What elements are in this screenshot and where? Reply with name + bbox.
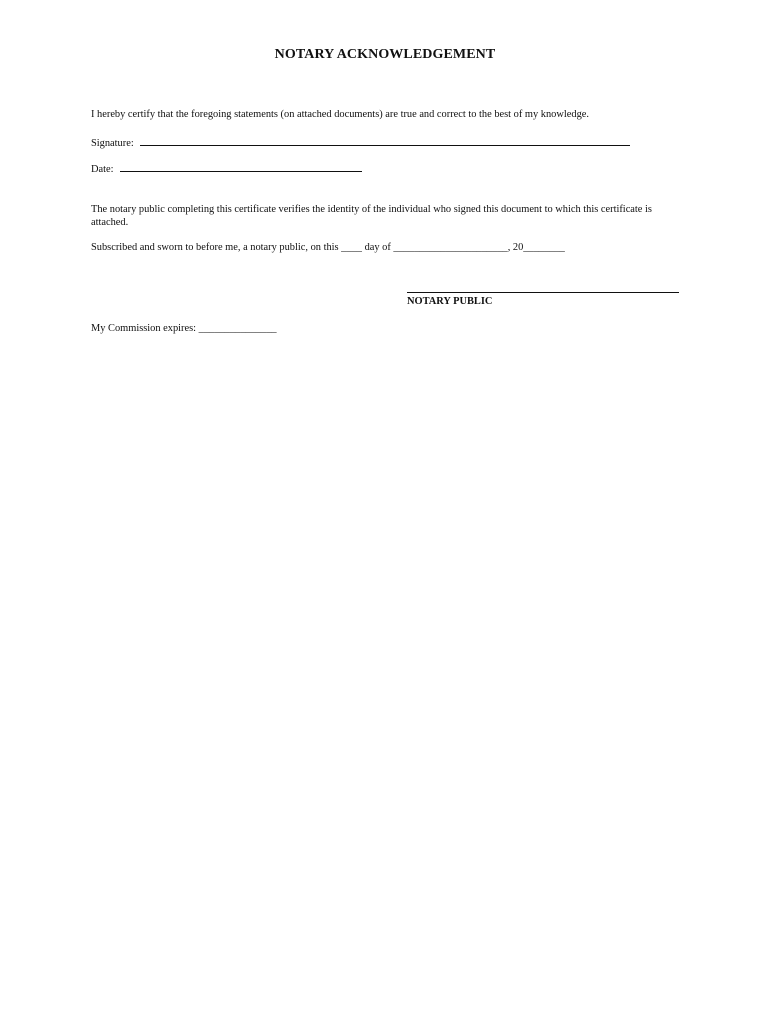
notary-signature-line[interactable] xyxy=(407,292,679,293)
commission-expires-line: My Commission expires: _______________ xyxy=(91,323,277,334)
subscribed-line: Subscribed and sworn to before me, a notary public, on this ____ day of ______________________, 20________ xyxy=(91,242,565,253)
date-row xyxy=(91,162,362,175)
notary-public-label: NOTARY PUBLIC xyxy=(407,296,493,307)
signature-row xyxy=(91,136,630,149)
certify-statement: I hereby certify that the foregoing statements (on attached documents) are true and correct to the best of my knowledge. xyxy=(91,109,589,120)
date-field[interactable] xyxy=(120,162,362,172)
signature-field[interactable] xyxy=(140,136,630,146)
signature-label: Signature: xyxy=(91,138,134,149)
verification-paragraph: The notary public completing this certificate verifies the identity of the individual who signed this document to which this certificate is attached. xyxy=(91,204,652,228)
date-label: Date: xyxy=(91,164,114,175)
document-title: NOTARY ACKNOWLEDGEMENT xyxy=(274,47,496,62)
